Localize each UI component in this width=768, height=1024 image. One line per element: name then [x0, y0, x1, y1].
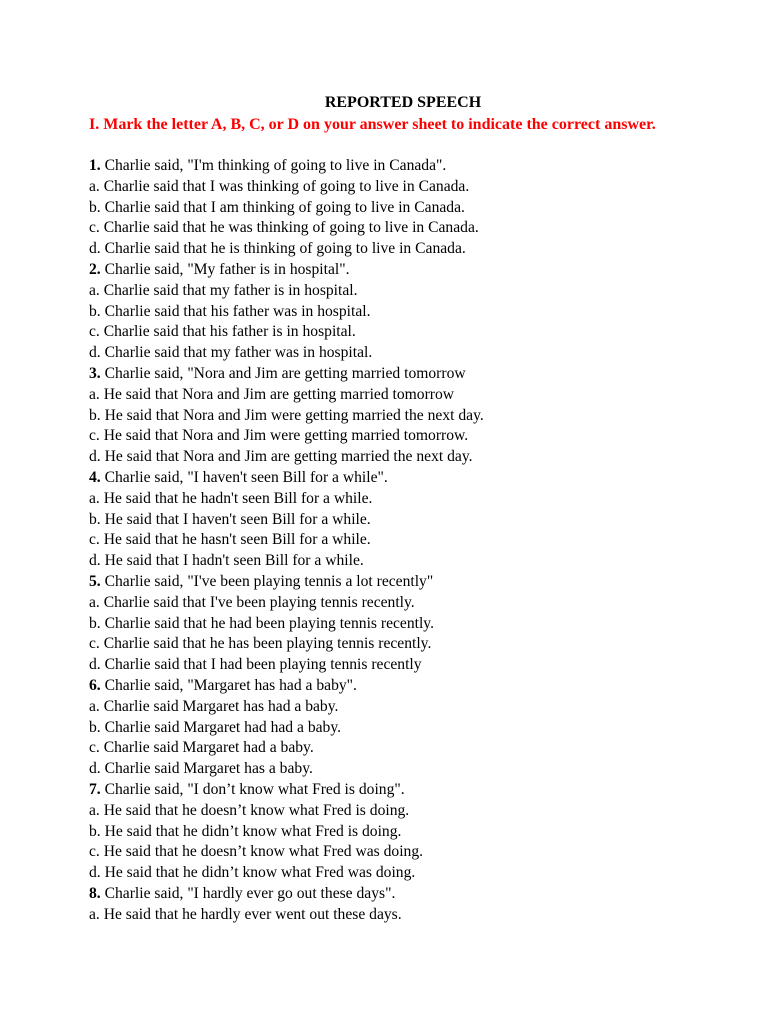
answer-option: a. Charlie said that my father is in hospital. — [89, 281, 358, 299]
answer-option: a. He said that Nora and Jim are getting married tomorrow — [89, 385, 455, 403]
answer-option: b. Charlie said that his father was in hospital. — [89, 302, 371, 320]
answer-option: a. Charlie said that I've been playing tennis recently. — [89, 593, 415, 611]
question-stem — [89, 156, 729, 177]
question-stem — [89, 676, 729, 697]
answer-option: d. Charlie said that he is thinking of going to live in Canada. — [89, 240, 466, 258]
answer-option: b. Charlie said Margaret had had a baby. — [89, 718, 342, 736]
question-number: 2. — [89, 260, 101, 278]
answer-option: a. Charlie said Margaret has had a baby. — [89, 697, 339, 715]
answer-option: c. He said that he doesn’t know what Fred was doing. — [89, 843, 424, 861]
page-title: REPORTED SPEECH — [324, 94, 482, 111]
answer-option: d. He said that he didn’t know what Fred was doing. — [89, 864, 416, 882]
answer-option: b. He said that I haven't seen Bill for a while. — [89, 510, 371, 528]
answer-option: a. He said that he hardly ever went out these days. — [89, 905, 402, 923]
question-number: 3. — [89, 364, 101, 382]
question-number: 4. — [89, 468, 101, 486]
question-stem — [89, 260, 729, 281]
question-stem — [89, 572, 729, 593]
question-number: 7. — [89, 780, 101, 798]
answer-option: d. Charlie said Margaret has a baby. — [89, 760, 313, 778]
question-stem — [89, 780, 729, 801]
answer-option: a. Charlie said that I was thinking of going to live in Canada. — [89, 177, 470, 195]
answer-option: a. He said that he doesn’t know what Fred is doing. — [89, 801, 410, 819]
question-stem — [89, 468, 729, 489]
question-text: Charlie said, "I'm thinking of going to live in Canada". — [104, 157, 447, 174]
question-text: Charlie said, "I haven't seen Bill for a while". — [104, 468, 388, 486]
answer-option: d. Charlie said that I had been playing tennis recently — [89, 656, 422, 674]
answer-option: a. He said that he hadn't seen Bill for a while. — [89, 489, 373, 507]
answer-option: c. He said that he hasn't seen Bill for a while. — [89, 531, 371, 549]
answer-option: d. He said that Nora and Jim are getting married the next day. — [89, 448, 473, 466]
answer-option: b. Charlie said that he had been playing tennis recently. — [89, 614, 434, 632]
question-text: Charlie said, "Margaret has had a baby". — [104, 676, 357, 694]
question-list — [89, 156, 729, 925]
question-text: Charlie said, "I hardly ever go out these days". — [104, 884, 396, 902]
question-stem — [89, 364, 729, 385]
answer-option: c. He said that Nora and Jim were getting married tomorrow. — [89, 427, 469, 445]
question-number: 1. — [89, 157, 101, 174]
answer-option: b. He said that Nora and Jim were getting married the next day. — [89, 406, 484, 424]
question-text: Charlie said, "I've been playing tennis a lot recently" — [104, 572, 434, 590]
question-text: Charlie said, "Nora and Jim are getting married tomorrow — [104, 364, 466, 382]
question-stem — [89, 884, 729, 905]
answer-option: b. Charlie said that I am thinking of going to live in Canada. — [89, 198, 465, 216]
question-number: 6. — [89, 676, 101, 694]
answer-option: b. He said that he didn’t know what Fred is doing. — [89, 822, 402, 840]
question-text: Charlie said, "My father is in hospital". — [104, 260, 350, 278]
instruction-text: I. Mark the letter A, B, C, or D on your answer sheet to indicate the correct answer. — [89, 116, 656, 133]
question-number: 8. — [89, 884, 101, 902]
answer-option: c. Charlie said that he has been playing tennis recently. — [89, 635, 432, 653]
answer-option: d. He said that I hadn't seen Bill for a while. — [89, 552, 364, 570]
question-number: 5. — [89, 572, 101, 590]
answer-option: c. Charlie said Margaret had a baby. — [89, 739, 314, 757]
question-text: Charlie said, "I don’t know what Fred is doing". — [104, 780, 405, 798]
answer-option: c. Charlie said that his father is in hospital. — [89, 323, 356, 341]
answer-option: c. Charlie said that he was thinking of going to live in Canada. — [89, 219, 479, 237]
answer-option: d. Charlie said that my father was in hospital. — [89, 344, 373, 362]
